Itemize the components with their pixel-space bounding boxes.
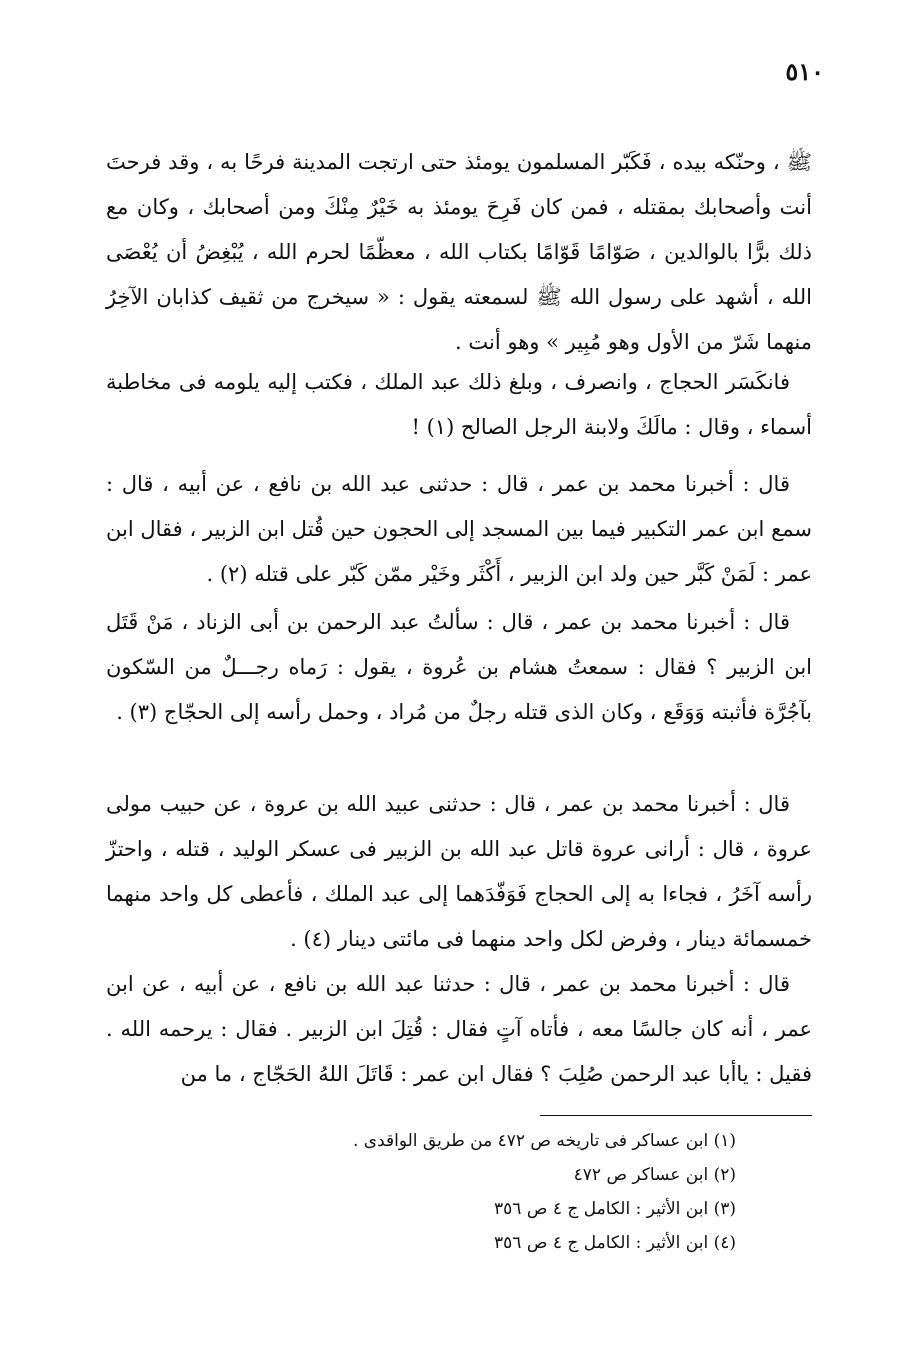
footnote-4: (٤) ابن الأثير : الكامل ج ٤ ص ٣٥٦	[494, 1233, 736, 1253]
footnote-divider	[540, 1115, 812, 1116]
body-paragraph	[106, 962, 812, 1097]
body-paragraph-continuation	[106, 140, 812, 365]
paragraph-text: قال : أخبرنا محمد بن عمر ، قال : سألتُ عبد الرحمن بن أبى الزناد ، مَنْ قَتَل ابن الزبير ؟ فقال : سمعتُ هشام بن عُروة ، يقول : رَماه رجـــلٌ من السّكون بآجُرَّة فأثبته وَوَقَع ، وكان الذى قتله رجلٌ من مُراد ، وحمل رأسه إلى الحجّاج (٣) .	[106, 610, 812, 724]
footnotes	[176, 1124, 736, 1260]
paragraph-text: ﷺ ، وحنّكه بيده ، فَكَبّر المسلمون يومئذ حتى ارتجت المدينة فرحًا به ، وقد فرحتَ أنت وأصحابك بمقتله ، فمن كان فَرِحَ يومئذ به خَيْرٌ مِنْكَ ومن أصحابك ، وكان مع ذلك برًّا بالوالدين ، صَوّامًا قَوّامًا بكتاب الله ، معظّمًا لحرم الله ، يُبْغِضُ أن يُعْصَى الله ، أشهد على رسول الله ﷺ لسمعته يقول : « سيخرج من ثقيف كذابان الآخِرُ منهما شَرّ من الأول وهو مُبِير » وهو أنت .	[106, 150, 812, 354]
footnote-2: (٢) ابن عساكر ص ٤٧٢	[573, 1165, 736, 1185]
body-paragraph	[106, 782, 812, 962]
footnote-3: (٣) ابن الأثير : الكامل ج ٤ ص ٣٥٦	[494, 1199, 736, 1219]
body-paragraph	[106, 462, 812, 597]
body-paragraph	[106, 360, 812, 450]
paragraph-text: فانكَسَر الحجاج ، وانصرف ، وبلغ ذلك عبد الملك ، فكتب إليه يلومه فى مخاطبة أسماء ، وقال : مالَكَ ولابنة الرجل الصالح (١) !	[106, 370, 812, 439]
paragraph-text: قال : أخبرنا محمد بن عمر ، قال : حدثنى عبد الله بن نافع ، عن أبيه ، قال : سمع ابن عمر التكبير فيما بين المسجد إلى الحجون حين قُتل ابن الزبير ، فقال ابن عمر : لَمَنْ كَبَّر حين ولد ابن الزبير ، أَكْثَر وخَيْر ممّن كَبّر على قتله (٢) .	[106, 472, 812, 586]
footnote-1: (١) ابن عساكر فى تاريخه ص ٤٧٢ من طريق الواقدى .	[352, 1131, 736, 1151]
body-paragraph	[106, 600, 812, 735]
paragraph-text: قال : أخبرنا محمد بن عمر ، قال : حدثنا عبد الله بن نافع ، عن أبيه ، عن ابن عمر ، أنه كان جالسًا معه ، فأتاه آتٍ فقال : قُتِلَ ابن الزبير . فقال : يرحمه الله . فقيل : ياأبا عبد الرحمن صُلِبَ ؟ فقال ابن عمر : قَاتَلَ اللهُ الحَجّاج ، ما من	[106, 972, 812, 1086]
paragraph-text: قال : أخبرنا محمد بن عمر ، قال : حدثنى عبيد الله بن عروة ، عن حبيب مولى عروة ، قال : أرانى عروة قاتل عبد الله بن الزبير فى عسكر الوليد ، قتله ، واحتزّ رأسه آخَرُ ، فجاءا به إلى الحجاج فَوَفّدَهما إلى عبد الملك ، فأعطى كل واحد منهما خمسمائة دينار ، وفرض لكل واحد منهما فى مائتى دينار (٤) .	[106, 792, 812, 951]
page-number: ٥١٠	[785, 57, 824, 86]
